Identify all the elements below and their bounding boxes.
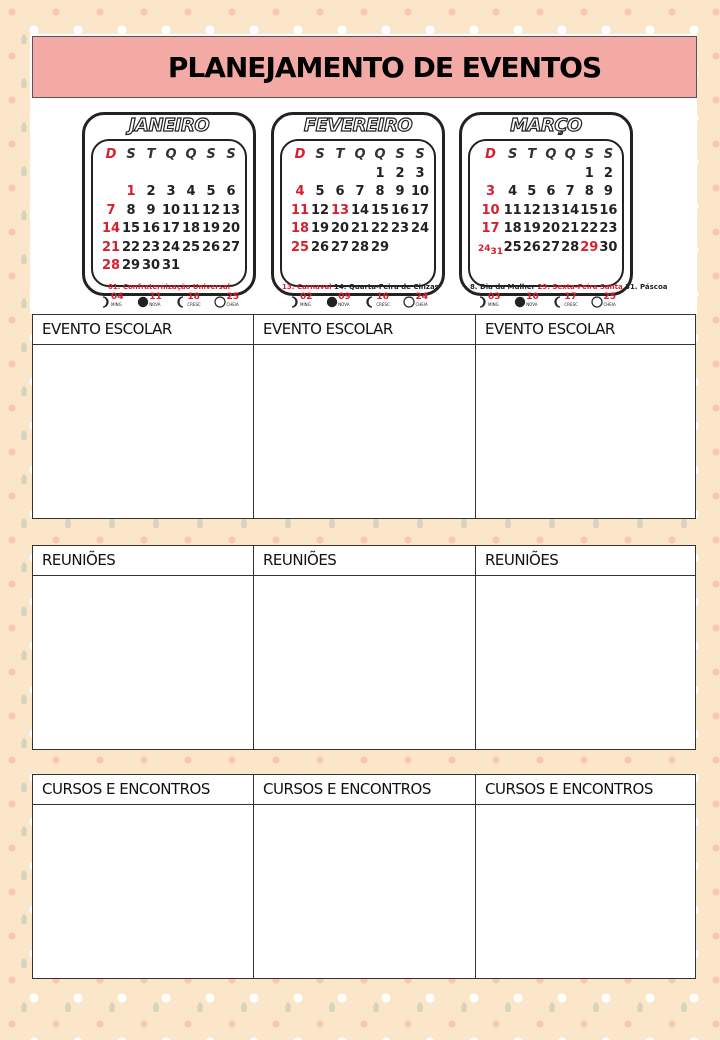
calendar-day — [221, 258, 241, 277]
moon-day: 03 — [488, 292, 501, 302]
calendar-day: 20 — [541, 221, 560, 236]
weekday-header: S — [415, 147, 425, 162]
calendar-day: 5 — [315, 184, 325, 199]
writing-area[interactable] — [33, 576, 254, 749]
column-header: CURSOS E ENCONTROS — [254, 775, 476, 805]
calendar-day: 10 — [161, 202, 181, 218]
calendar-day: 2 — [395, 165, 405, 181]
calendar-day: 5 — [206, 184, 216, 199]
moon-waxing-icon — [552, 295, 564, 307]
calendar-day: 27 — [541, 239, 560, 255]
moon-day: 09 — [338, 292, 351, 302]
calendar-day — [522, 166, 541, 185]
weekday-header: S — [507, 147, 518, 162]
calendar-day — [201, 258, 221, 277]
calendar-moon-phases — [99, 293, 239, 311]
calendar-day: 19 — [522, 221, 541, 236]
moon-label: CHEIA — [226, 302, 239, 307]
calendar-day: 23 — [599, 221, 618, 236]
calendar-moon-phases — [476, 293, 616, 311]
moon-phase — [591, 293, 616, 311]
calendar-day — [181, 258, 201, 277]
moon-day: 10 — [526, 292, 539, 302]
calendar-day: 1 — [584, 165, 594, 181]
moon-label: NOVA — [149, 302, 161, 307]
column-header: CURSOS E ENCONTROS — [476, 775, 695, 805]
calendar-day — [141, 166, 161, 185]
moon-new-icon — [326, 295, 338, 307]
writing-area[interactable] — [476, 805, 695, 978]
calendar-day: 3 — [166, 184, 176, 199]
calendar-day: 4 — [295, 184, 305, 199]
calendar-day: 21 — [561, 221, 580, 236]
calendar-february — [271, 112, 445, 307]
calendar-day: 24 — [161, 239, 181, 255]
moon-day: 11 — [149, 292, 162, 302]
calendar-day: 17 — [161, 221, 181, 236]
calendar-day: 26 — [522, 239, 541, 255]
calendar-january — [82, 112, 256, 307]
calendar-body — [468, 139, 668, 307]
writing-area[interactable] — [476, 345, 695, 518]
calendar-day: 25 — [503, 239, 522, 255]
calendar-day: 25 — [290, 239, 310, 255]
calendar-day — [330, 166, 350, 185]
calendar-day: 27 — [221, 239, 241, 255]
moon-waning-icon — [99, 295, 111, 307]
calendar-day: 7 — [106, 202, 116, 218]
calendar-day: 3 — [415, 165, 425, 181]
calendar-body — [280, 139, 439, 307]
calendar-day: 4 — [508, 184, 518, 199]
moon-phase — [137, 293, 162, 311]
calendar-holidays — [282, 283, 439, 291]
calendar-day: 31 — [161, 258, 181, 273]
moon-label: NOVA — [526, 302, 538, 307]
calendar-day: 7 — [565, 184, 575, 199]
calendar-day: 28 — [561, 239, 580, 255]
moon-label: CRESC — [376, 302, 390, 307]
calendar-day: 15 — [580, 202, 599, 218]
holiday-label: 14. Quarta-Feira de Cinzas — [333, 283, 439, 291]
calendar-day: 16 — [141, 221, 161, 236]
calendar-day — [561, 166, 580, 185]
calendar-day — [390, 240, 410, 259]
moon-label: CHEIA — [415, 302, 428, 307]
moon-phase — [214, 293, 239, 311]
weekday-header: D — [294, 147, 306, 162]
holiday-label: 01. Confraternização Universal — [108, 283, 230, 291]
calendar-day — [121, 166, 141, 185]
calendar-day: 26 — [201, 239, 221, 255]
moon-phase — [99, 293, 124, 311]
calendar-day: 18 — [181, 221, 201, 236]
writing-area[interactable] — [254, 576, 476, 749]
calendar-day: 6 — [335, 184, 345, 199]
calendar-day: 20 — [330, 221, 350, 236]
moon-day: 17 — [564, 292, 577, 302]
calendar-day: 9 — [146, 202, 156, 218]
calendar-day: 30 — [141, 258, 161, 273]
weekday-header: D — [485, 147, 496, 162]
calendar-day: 6 — [546, 184, 556, 199]
calendar-day: 9 — [395, 184, 405, 199]
calendar-day — [181, 166, 201, 185]
moon-day: 24 — [415, 292, 428, 302]
weekday-header: Q — [564, 147, 576, 162]
writing-area[interactable] — [254, 345, 476, 518]
calendar-month-name: JANEIRO — [128, 115, 210, 136]
calendar-day — [101, 184, 121, 203]
calendar-day: 22 — [121, 239, 141, 255]
calendar-day: 21 — [350, 221, 370, 236]
calendar-day: 11 — [503, 202, 522, 218]
writing-area[interactable] — [33, 345, 254, 518]
moon-phase — [476, 293, 501, 311]
calendar-day: 22 — [370, 221, 390, 236]
section-cursos-e-encontros — [32, 774, 696, 979]
moon-day: 18 — [187, 292, 200, 302]
calendar-month-name: FEVEREIRO — [303, 115, 413, 136]
calendar-day: 8 — [375, 184, 385, 199]
calendar-day: 10 — [410, 184, 430, 199]
holiday-label: 8. Dia da Mulher — [470, 283, 536, 291]
calendar-day: 17 — [481, 221, 500, 236]
column-header: REUNIÕES — [476, 546, 695, 576]
calendar-day: 8 — [584, 184, 594, 199]
weekday-header: Q — [185, 147, 197, 162]
calendar-grid — [478, 147, 618, 258]
calendar-holidays — [470, 283, 668, 291]
column-header: EVENTO ESCOLAR — [254, 315, 476, 345]
calendar-day — [161, 166, 181, 185]
calendar-day: 30 — [599, 239, 618, 255]
calendar-day: 9 — [603, 184, 613, 199]
moon-day: 02 — [300, 292, 313, 302]
calendar-day — [101, 166, 121, 185]
moon-day: 04 — [111, 292, 124, 302]
moon-new-icon — [514, 295, 526, 307]
moon-full-icon — [591, 295, 603, 307]
page-title: PLANEJAMENTO DE EVENTOS — [167, 50, 602, 84]
calendar-day: 1 — [375, 165, 385, 181]
calendar-day: 5 — [527, 184, 537, 199]
calendar-day: 12 — [201, 202, 221, 218]
calendar-day: 13 — [221, 202, 241, 218]
calendar-day: 20 — [221, 221, 241, 236]
holiday-label: 29. Sexta-Feira Santa — [537, 283, 623, 291]
moon-waxing-icon — [364, 295, 376, 307]
moon-phase — [326, 293, 351, 311]
holiday-label: 13. Carnaval — [282, 283, 332, 291]
calendar-day — [350, 166, 370, 185]
section-reunioes — [32, 545, 696, 750]
weekday-header: T — [146, 147, 156, 162]
moon-new-icon — [137, 295, 149, 307]
holiday-label: 31. Páscoa — [625, 283, 668, 291]
weekday-header: T — [527, 147, 537, 162]
calendar-grid — [101, 147, 241, 277]
weekday-header: S — [603, 147, 614, 162]
calendar-day — [221, 166, 241, 185]
moon-label: CRESC — [564, 302, 578, 307]
moon-label: MING — [488, 302, 499, 307]
moon-waning-icon — [288, 295, 300, 307]
weekday-header: S — [395, 147, 405, 162]
weekday-header: T — [335, 147, 345, 162]
moon-label: CHEIA — [603, 302, 616, 307]
calendar-day: 19 — [310, 221, 330, 236]
weekday-header: S — [226, 147, 236, 162]
calendar-day: 12 — [522, 202, 541, 218]
weekday-header: Q — [545, 147, 557, 162]
calendar-day: 27 — [330, 239, 350, 255]
calendar-day — [503, 166, 522, 185]
page-title-bar — [32, 36, 697, 98]
calendar-day: 28 — [101, 258, 121, 273]
calendar-day: 29 — [370, 239, 390, 255]
calendar-day: 13 — [330, 202, 350, 218]
calendar-day: 23 — [390, 221, 410, 236]
weekday-header: Q — [165, 147, 177, 162]
moon-label: MING — [111, 302, 122, 307]
moon-phase — [552, 293, 577, 311]
calendar-day: 15 — [121, 221, 141, 236]
calendar-day: 3 — [486, 184, 496, 199]
column-header: REUNIÕES — [254, 546, 476, 576]
calendar-day: 16 — [599, 202, 618, 218]
calendar-holidays — [93, 283, 245, 291]
calendar-day: 22 — [580, 221, 599, 236]
calendar-day: 4 — [186, 184, 196, 199]
moon-label: CRESC — [187, 302, 201, 307]
column-header: EVENTO ESCOLAR — [476, 315, 695, 345]
calendar-day: $24_{31}$ — [478, 243, 504, 257]
calendar-march — [459, 112, 668, 307]
calendar-day: 29 — [121, 258, 141, 273]
writing-area[interactable] — [476, 576, 695, 749]
calendar-day: 14 — [350, 202, 370, 218]
calendar-day: 23 — [141, 239, 161, 255]
calendar-day — [410, 240, 430, 259]
weekday-header: S — [315, 147, 325, 162]
writing-area[interactable] — [254, 805, 476, 978]
calendar-day: 8 — [126, 202, 136, 218]
calendar-day: 2 — [603, 165, 613, 181]
calendar-day: 17 — [410, 202, 430, 218]
calendar-day: 18 — [503, 221, 522, 236]
calendar-day: 10 — [481, 202, 500, 218]
calendar-day: 16 — [390, 202, 410, 218]
moon-phase — [514, 293, 539, 311]
calendar-day: 1 — [126, 184, 136, 199]
calendar-day — [201, 166, 221, 185]
moon-phase — [175, 293, 200, 311]
weekday-header: Q — [374, 147, 386, 162]
column-header: EVENTO ESCOLAR — [33, 315, 254, 345]
moon-day: 16 — [376, 292, 389, 302]
calendar-body — [91, 139, 247, 307]
calendar-day: 28 — [350, 239, 370, 255]
moon-day: 25 — [603, 292, 616, 302]
calendar-day — [478, 166, 503, 185]
moon-waxing-icon — [175, 295, 187, 307]
calendar-day: 11 — [181, 202, 201, 218]
column-header: REUNIÕES — [33, 546, 254, 576]
calendar-moon-phases — [288, 293, 428, 311]
moon-full-icon — [214, 295, 226, 307]
column-header: CURSOS E ENCONTROS — [33, 775, 254, 805]
moon-phase — [288, 293, 313, 311]
weekday-header: D — [105, 147, 117, 162]
calendar-month-name: MARÇO — [510, 115, 582, 136]
moon-waning-icon — [476, 295, 488, 307]
calendar-day: 6 — [226, 184, 236, 199]
calendar-day: 29 — [580, 239, 599, 255]
calendar-day: 25 — [181, 239, 201, 255]
moon-label: MING — [300, 302, 311, 307]
weekday-header: Q — [354, 147, 366, 162]
calendar-day: 12 — [310, 202, 330, 218]
calendar-day: 14 — [101, 221, 121, 236]
weekday-header: S — [206, 147, 216, 162]
calendar-day: 15 — [370, 202, 390, 218]
calendar-day: 2 — [146, 184, 156, 199]
calendar-day: 7 — [355, 184, 365, 199]
weekday-header: S — [126, 147, 136, 162]
calendar-day — [541, 166, 560, 185]
moon-day: 25 — [226, 292, 239, 302]
calendar-day: 26 — [310, 239, 330, 255]
writing-area[interactable] — [33, 805, 254, 978]
calendar-day: 13 — [541, 202, 560, 218]
calendar-day: 21 — [101, 239, 121, 255]
calendar-grid — [290, 147, 430, 258]
calendar-day: 24 — [410, 221, 430, 236]
moon-label: NOVA — [338, 302, 350, 307]
calendar-day: 14 — [561, 202, 580, 218]
calendar-day — [310, 166, 330, 185]
calendar-day — [290, 166, 310, 185]
moon-phase — [364, 293, 389, 311]
calendar-day: 19 — [201, 221, 221, 236]
moon-full-icon — [403, 295, 415, 307]
weekday-header: S — [584, 147, 594, 162]
calendar-day: 11 — [290, 202, 310, 218]
calendar-day: 18 — [290, 221, 310, 236]
section-evento-escolar — [32, 314, 696, 519]
moon-phase — [403, 293, 428, 311]
